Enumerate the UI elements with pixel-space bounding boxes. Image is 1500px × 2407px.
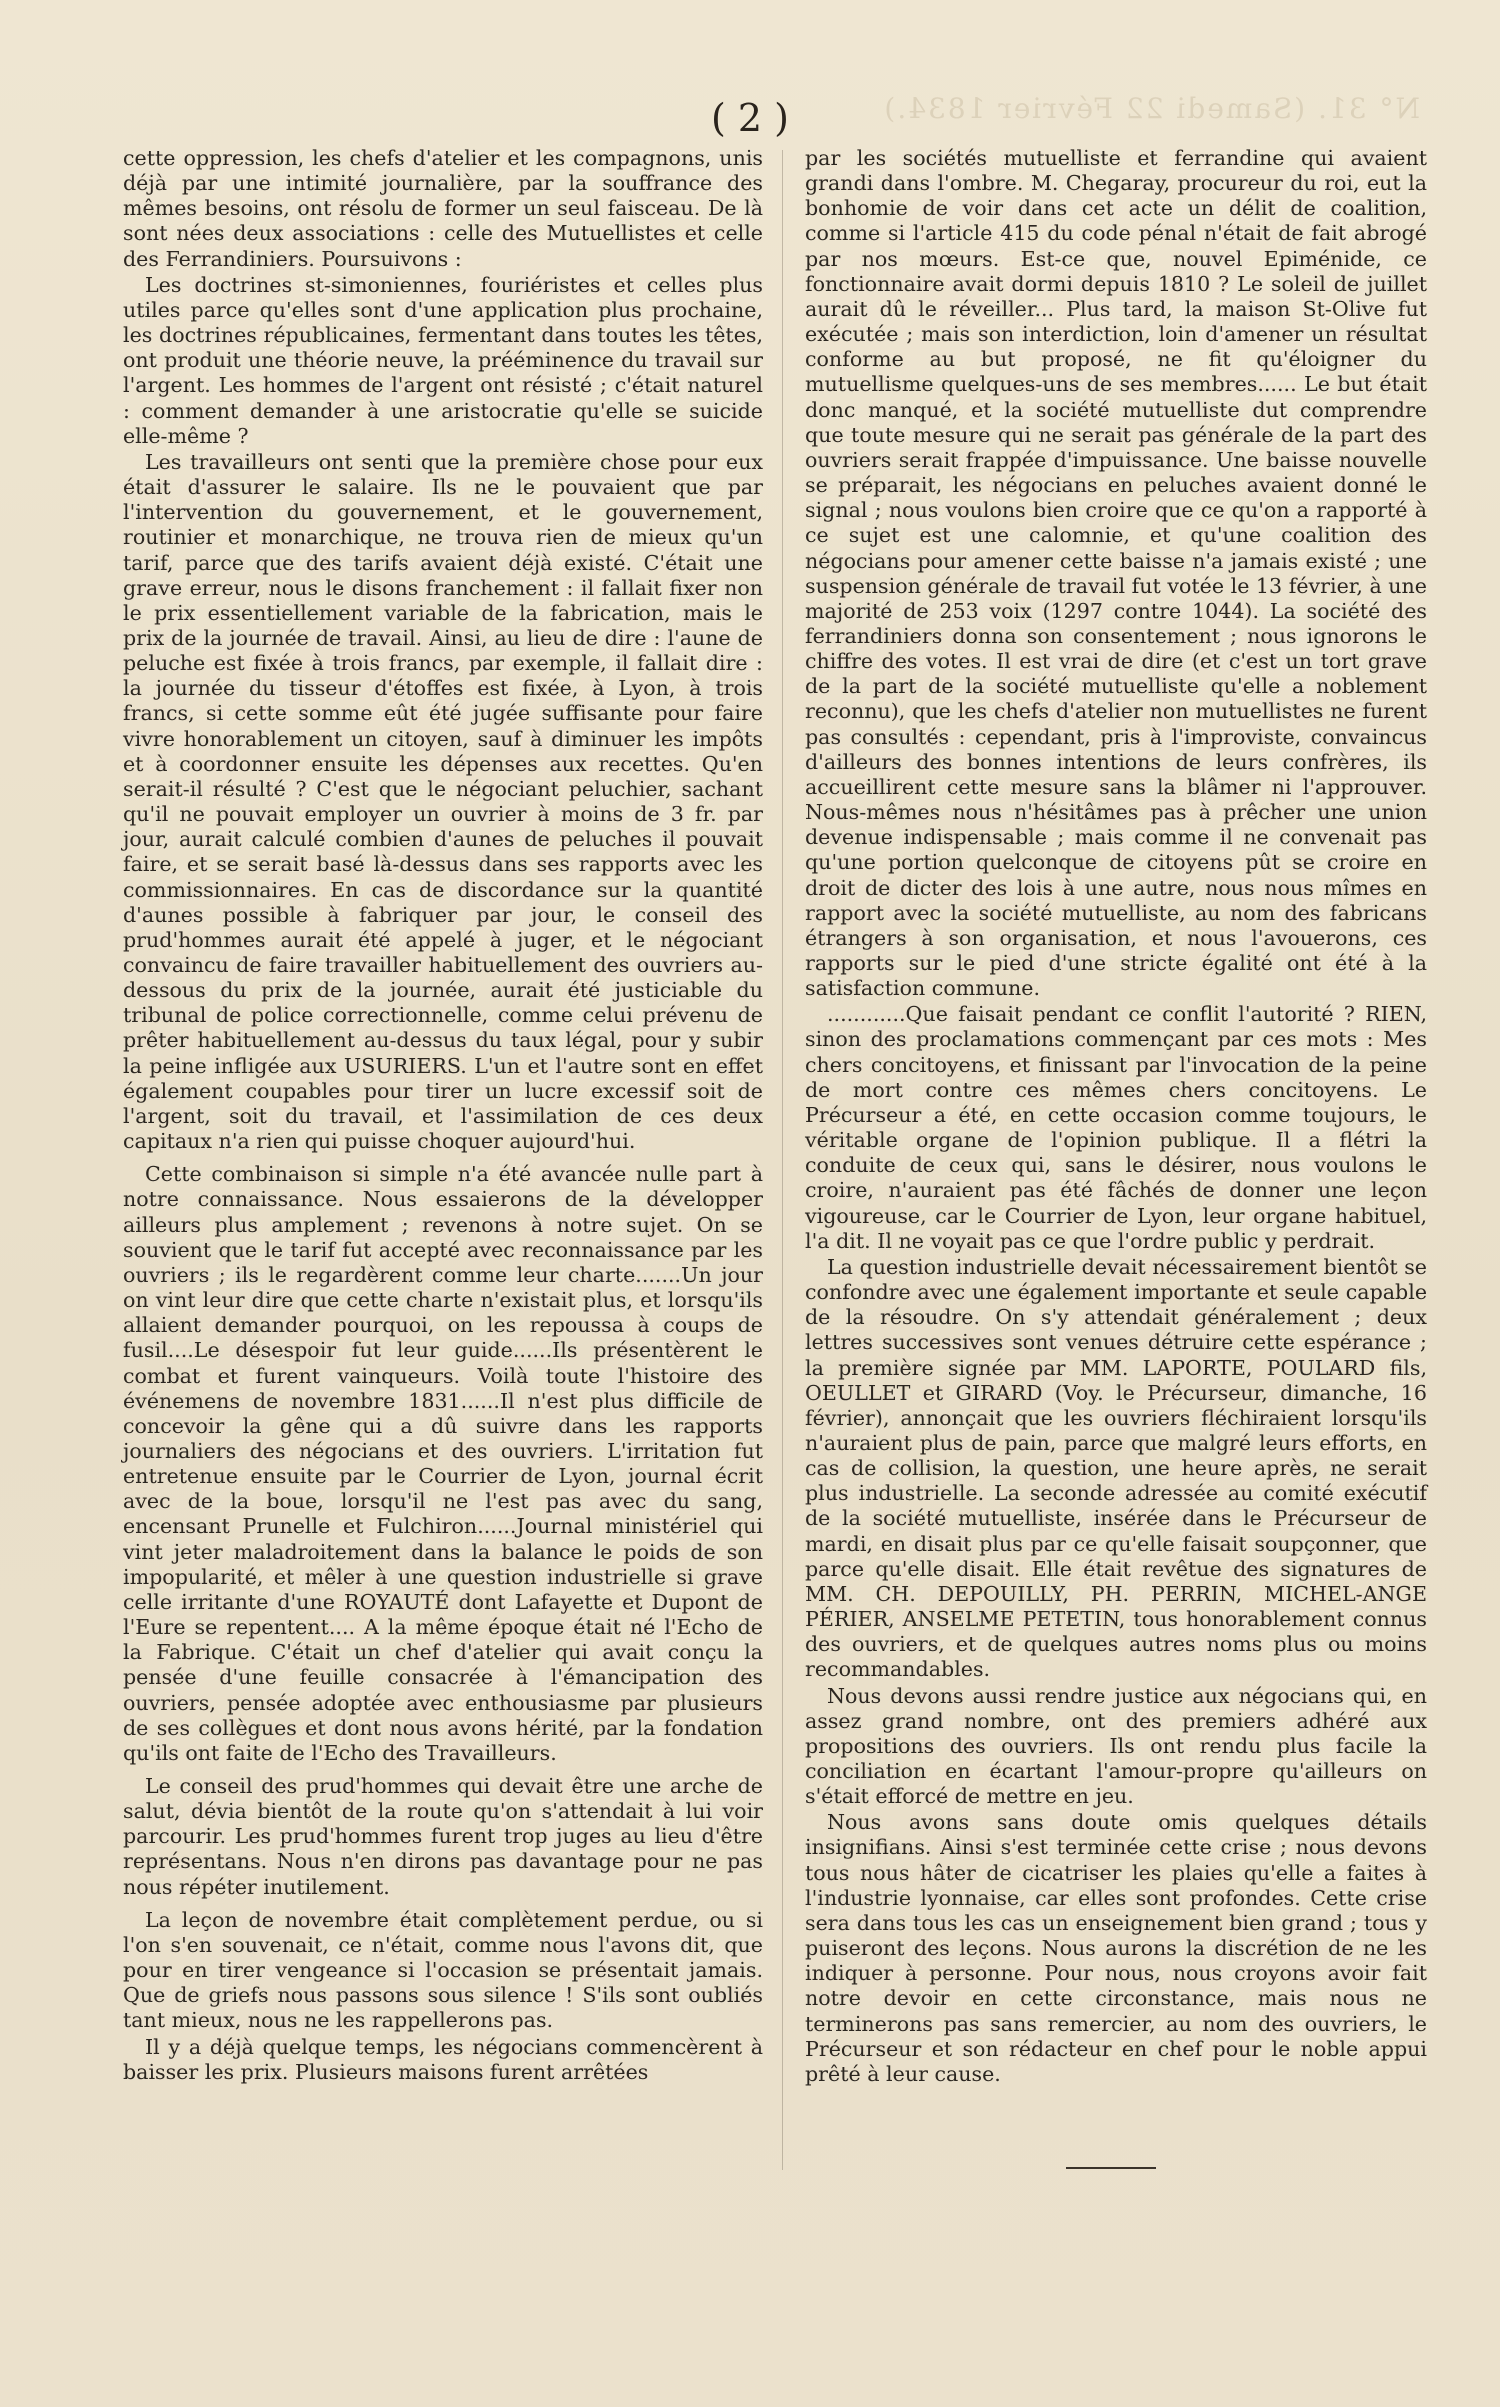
column-divider [782,150,783,2170]
page-number: ( 2 ) [711,96,789,140]
paragraph: ............Que faisait pendant ce conflit l'autorité ? RIEN, sinon des proclamations commençant par ces mots : Mes chers concitoyens, et finissant par l'invocation de la peine de mort contre ces mêmes chers concitoyens. Le Précurseur a été, en cette occasion comme toujours, le véritable organe de l'opinion publique. Il a flétri la conduite de ceux qui, sans le désirer, nous voulons le croire, n'auraient pas été fâchés de donner une leçon vigoureuse, car le Courrier de Lyon, leur organe habituel, l'a dit. Il ne voyait pas ce que l'ordre public y perdrait. [805,1002,1427,1253]
paragraph: Les doctrines st-simoniennes, fouriéristes et celles plus utiles parce qu'elles sont d'une application plus prochaine, les doctrines républicaines, fermentant dans toutes les têtes, ont produit une théorie neuve, la prééminence du travail sur l'argent. Les hommes de l'argent ont résisté ; c'était naturel : comment demander à une aristocratie qu'elle se suicide elle-même ? [123,272,763,448]
paragraph: Nous avons sans doute omis quelques détails insignifians. Ainsi s'est terminée cette crise ; nous devons tous nous hâter de cicatriser les plaies qu'elle a faites à l'industrie lyonnaise, car elles sont profondes. Cette crise sera dans tous les cas un enseignement bien grand ; tous y puiseront des leçons. Nous aurons la discrétion de ne les indiquer à personne. Pour nous, nous croyons avoir fait notre devoir en cette circonstance, mais nous ne terminerons pas sans remercier, au nom des ouvriers, le Précurseur et son rédacteur en chef pour le noble appui prêté à leur cause. [805,1810,1427,2086]
paragraph: Cette combinaison si simple n'a été avancée nulle part à notre connaissance. Nous essaierons de la développer ailleurs plus amplement ; revenons à notre sujet. On se souvient que le tarif fut accepté avec reconnaissance par les ouvriers ; ils le regardèrent comme leur charte.......Un jour on vint leur dire que cette charte n'existait plus, et lorsqu'ils allaient demander pourquoi, on les repoussa à coups de fusil....Le désespoir fut leur guide......Ils présentèrent le combat et furent vainqueurs. Voilà toute l'histoire des événemens de novembre 1831......Il n'est plus difficile de concevoir la gêne qui a dû suivre dans les rapports journaliers des négocians et des ouvriers. L'irritation fut entretenue ensuite par le Courrier de Lyon, journal écrit avec de la boue, lorsqu'il ne l'est pas avec du sang, encensant Prunelle et Fulchiron......Journal ministériel qui vint jeter maladroitement dans la balance le poids de son impopularité, et mêler à une question industrielle si grave celle irritante d'une ROYAUTÉ dont Lafayette et Dupont de l'Eure se repentent.... A la même époque était né l'Echo de la Fabrique. C'était un chef d'atelier qui avait conçu la pensée d'une feuille consacrée à l'émancipation des ouvriers, pensée adoptée avec enthousiasme par plusieurs de ses collègues et dont nous avons hérité, par la fondation qu'ils ont faite de l'Echo des Travailleurs. [123,1162,763,1765]
paragraph: Le conseil des prud'hommes qui devait être une arche de salut, dévia bientôt de la route qu'on s'attendait à lui voir parcourir. Les prud'hommes furent trop juges au lieu d'être représentans. Nous n'en dirons pas davantage pour ne pas nous répéter inutilement. [123,1774,763,1899]
paragraph: cette oppression, les chefs d'atelier et les compagnons, unis déjà par une intimité journalière, par la souffrance des mêmes besoins, ont résolu de former un seul faisceau. De là sont nées deux associations : celle des Mutuellistes et celle des Ferrandiniers. Poursuivons : [123,146,763,271]
left-column [123,146,763,2086]
paragraph: Les travailleurs ont senti que la première chose pour eux était d'assurer le salaire. Ils ne le pouvaient que par l'intervention du gouvernement, et le gouvernement, routinier et monarchique, ne trouva rien de mieux qu'un tarif, parce que des tarifs avaient déjà existé. C'était une grave erreur, nous le disons franchement : il fallait fixer non le prix essentiellement variable de la fabrication, mais le prix de la journée de travail. Ainsi, au lieu de dire : l'aune de peluche est fixée à trois francs, par exemple, il fallait dire : la journée du tisseur d'étoffes est fixée, à Lyon, à trois francs, si cette somme eût été jugée suffisante pour faire vivre honorablement un citoyen, sauf à diminuer les impôts et à coordonner ensuite les dépenses aux recettes. Qu'en serait-il résulté ? C'est que le négociant peluchier, sachant qu'il ne pouvait employer un ouvrier à moins de 3 fr. par jour, aurait calculé combien d'aunes de peluches il pouvait faire, et se serait basé là-dessus dans ses rapports avec les commissionnaires. En cas de discordance sur la quantité d'aunes possible à fabriquer par jour, le conseil des prud'hommes aurait été appelé à juger, et le négociant convaincu de faire travailler habituellement des ouvriers au-dessous du prix de la journée, aurait été justiciable du tribunal de police correctionnelle, comme celui prévenu de prêter habituellement au-dessus du taux légal, pour y subir la peine infligée aux USURIERS. L'un et l'autre sont en effet également coupables pour tirer un lucre excessif soit de l'argent, soit du travail, et l'assimilation de ces deux capitaux n'a rien qui puisse choquer aujourd'hui. [123,449,763,1154]
paragraph: La leçon de novembre était complètement perdue, ou si l'on s'en souvenait, ce n'était, comme nous l'avons dit, que pour en tirer vengeance si l'occasion se présentait jamais. Que de griefs nous passons sous silence ! S'ils sont oubliés tant mieux, nous ne les rappellerons pas. [123,1907,763,2033]
paragraph: La question industrielle devait nécessairement bientôt se confondre avec une également importante et seule capable de la résoudre. On s'y attendait généralement ; deux lettres successives sont venues détruire cette espérance ; la première signée par MM. LAPORTE, POULARD fils, OEULLET et GIRARD (Voy. le Précurseur, dimanche, 16 février), annonçait que les ouvriers fléchiraient lorsqu'ils n'auraient plus de pain, parce que malgré leurs efforts, en cas de collision, la question, une heure après, ne serait plus industrielle. La seconde adressée au comité exécutif de la société mutuelliste, insérée dans le Précurseur de mardi, en disait plus par ce qu'elle faisait soupçonner, que parce qu'elle disait. Elle était revêtue des signatures de MM. CH. DEPOUILLY, PH. PERRIN, MICHEL-ANGE PÉRIER, ANSELME PETETIN, tous honorablement connus des ouvriers, et de quelques autres noms plus ou moins recommandables. [805,1254,1427,1682]
faded-header-bleedthrough: N° 31. (Samedi 22 Février 1834.) [882,92,1420,125]
paragraph: Nous devons aussi rendre justice aux négocians qui, en assez grand nombre, ont des premiers adhéré aux propositions des ouvriers. Ils ont rendu plus facile la conciliation en écartant l'amour-propre qu'ailleurs on s'était efforcé de mettre en jeu. [805,1683,1427,1809]
paragraph: par les sociétés mutuelliste et ferrandine qui avaient grandi dans l'ombre. M. Chegaray, procureur du roi, eut la bonhomie de voir dans cet acte un délit de coalition, comme si l'article 415 du code pénal n'était de fait abrogé par nos mœurs. Est-ce que, nouvel Epiménide, ce fonctionnaire avait dormi depuis 1810 ? Le soleil de juillet aurait dû le réveiller... Plus tard, la maison St-Olive fut exécutée ; mais son interdiction, loin d'amener un résultat conforme au but proposé, ne fit qu'éloigner du mutuellisme quelques-uns de ses membres...... Le but était donc manqué, et la société mutuelliste dut comprendre que toute mesure qui ne serait pas générale de la part des ouvriers serait frappée d'impuissance. Une baisse nouvelle se préparait, les négocians en peluches avaient donné le signal ; nous voulons bien croire que ce qu'on a rapporté à ce sujet est une calomnie, et qu'une coalition des négocians pour amener cette baisse n'a jamais existé ; une suspension générale de travail fut votée le 13 février, à une majorité de 253 voix (1297 contre 1044). La société des ferrandiniers donna son consentement ; nous ignorons le chiffre des votes. Il est vrai de dire (et c'est un tort grave de la part de la société mutuelliste qu'elle a noblement reconnu), que les chefs d'atelier non mutuellistes ne furent pas consultés : cependant, pris à l'improviste, convaincus d'ailleurs des bonnes intentions de leurs confrères, ils accueillirent cette mesure sans la blâmer ni l'approuver. Nous-mêmes nous n'hésitâmes pas à prêcher une union devenue indispensable ; mais comme il ne convenait pas qu'une portion quelconque de citoyens pût se croire en droit de dicter des lois à une autre, nous nous mîmes en rapport avec la société mutuelliste, au nom des fabricans étrangers à son organisation, et nous l'avouerons, ces rapports sur le pied d'une stricte égalité ont été à la satisfaction commune. [805,146,1427,1001]
paragraph: Il y a déjà quelque temps, les négocians commencèrent à baisser les prix. Plusieurs maisons furent arrêtées [123,2034,763,2084]
article-end-rule [1066,2167,1156,2169]
right-column [805,146,1427,2088]
